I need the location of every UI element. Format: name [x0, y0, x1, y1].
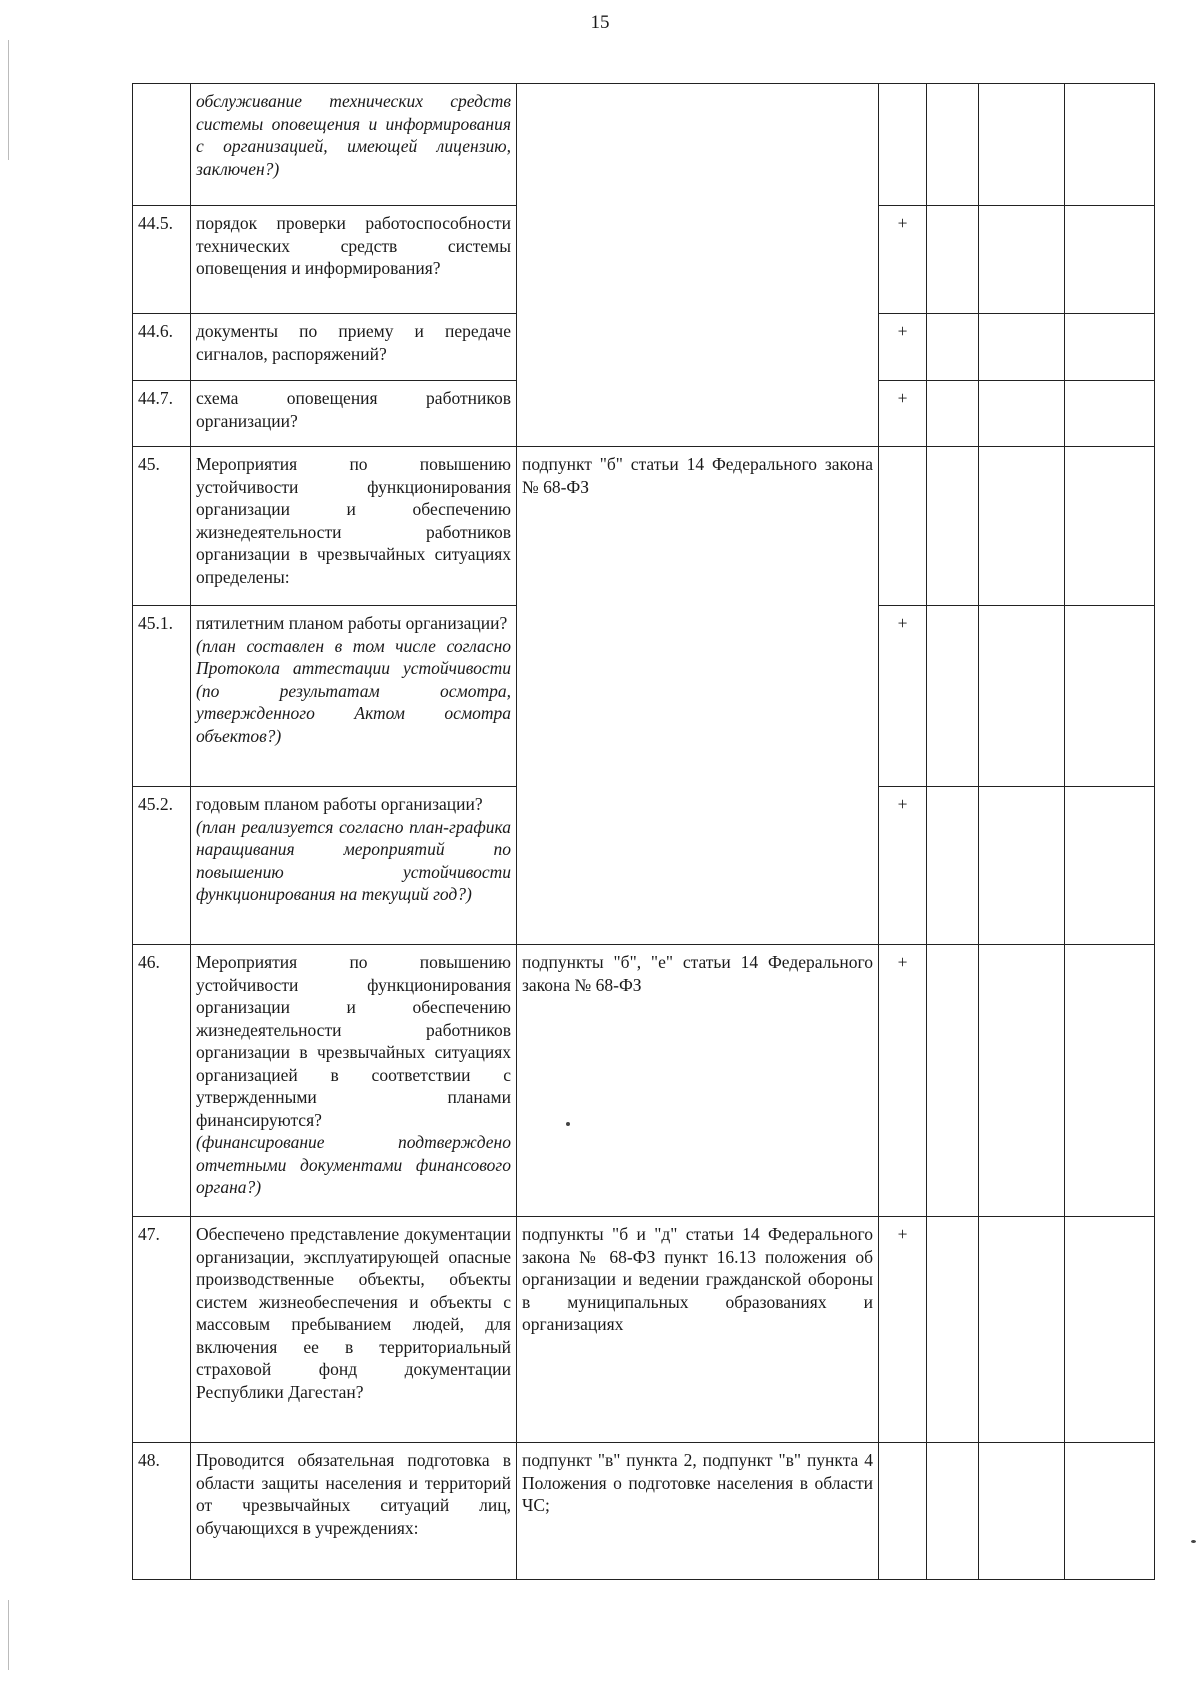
remarks-cell — [1065, 381, 1155, 447]
table-row — [133, 1217, 1155, 1443]
requirement-note: обслуживание технических средств системы оповещения и информирования с организацией, имеющей лицензию, заключен?) — [196, 91, 511, 179]
requirement-question: пятилетним планом работы организации? — [196, 613, 508, 633]
not-applicable-cell — [979, 945, 1065, 1217]
requirement-note: (финансирование подтверждено отчетными документами финансового органа?) — [196, 1132, 511, 1197]
scan-margin-mark — [8, 40, 9, 160]
compliance-no-cell — [927, 787, 979, 945]
compliance-yes-cell: + — [879, 606, 927, 787]
not-applicable-cell — [979, 381, 1065, 447]
not-applicable-cell — [979, 787, 1065, 945]
not-applicable-cell — [979, 447, 1065, 606]
page-number: 15 — [590, 12, 610, 33]
requirement-text — [191, 606, 517, 787]
compliance-no-cell — [927, 606, 979, 787]
legal-basis: подпункты "б и "д" статьи 14 Федерального закона № 68-ФЗ пункт 16.13 положения об организации и ведении гражданской обороны в муниципальных образованиях и организациях — [517, 1217, 879, 1443]
item-number: 45.2. — [133, 787, 191, 945]
compliance-no-cell — [927, 314, 979, 381]
table-row — [133, 447, 1155, 606]
requirement-question: годовым планом работы организации? — [196, 794, 483, 814]
requirement-text: порядок проверки работоспособности технических средств системы оповещения и информирования? — [191, 206, 517, 314]
compliance-yes-cell: + — [879, 1217, 927, 1443]
compliance-yes-cell: + — [879, 787, 927, 945]
compliance-yes-cell — [879, 447, 927, 606]
item-number: 44.7. — [133, 381, 191, 447]
requirement-text: Проводится обязательная подготовка в области защиты населения и территорий от чрезвычайных ситуаций лиц, обучающихся в учреждениях: — [191, 1443, 517, 1580]
remarks-cell — [1065, 447, 1155, 606]
compliance-no-cell — [927, 1217, 979, 1443]
not-applicable-cell — [979, 314, 1065, 381]
requirement-text: схема оповещения работников организации? — [191, 381, 517, 447]
compliance-no-cell — [927, 84, 979, 206]
item-number: 46. — [133, 945, 191, 1217]
remarks-cell — [1065, 606, 1155, 787]
compliance-no-cell — [927, 206, 979, 314]
compliance-no-cell — [927, 1443, 979, 1580]
requirement-question: Мероприятия по повышению устойчивости функционирования организации и обеспечению жизнедеятельности работников организации в чрезвычайных ситуациях организацией в соответствии с утвержденными планами финансируются? — [196, 952, 511, 1130]
remarks-cell — [1065, 787, 1155, 945]
table-row — [133, 945, 1155, 1217]
remarks-cell — [1065, 206, 1155, 314]
scan-margin-mark — [8, 1600, 9, 1670]
not-applicable-cell — [979, 1217, 1065, 1443]
legal-basis: подпункт "в" пункта 2, подпункт "в" пункта 4 Положения о подготовке населения в области ЧС; — [517, 1443, 879, 1580]
compliance-no-cell — [927, 381, 979, 447]
remarks-cell — [1065, 1217, 1155, 1443]
requirement-text — [191, 787, 517, 945]
requirement-text — [191, 945, 517, 1217]
compliance-yes-cell: + — [879, 314, 927, 381]
not-applicable-cell — [979, 1443, 1065, 1580]
remarks-cell — [1065, 1443, 1155, 1580]
compliance-yes-cell: + — [879, 945, 927, 1217]
inspection-checklist-table — [132, 83, 1155, 1580]
not-applicable-cell — [979, 206, 1065, 314]
compliance-yes-cell — [879, 1443, 927, 1580]
compliance-yes-cell: + — [879, 381, 927, 447]
requirement-text: Мероприятия по повышению устойчивости функционирования организации и обеспечению жизнедеятельности работников организации в чрезвычайных ситуациях определены: — [191, 447, 517, 606]
requirement-note: (план реализуется согласно план-графика наращивания мероприятий по повышению устойчивости функционирования на текущий год?) — [196, 816, 511, 904]
item-number — [133, 84, 191, 206]
compliance-yes-cell — [879, 84, 927, 206]
requirement-text: Обеспечено представление документации организации, эксплуатирующей опасные производственные объекты, объекты систем жизнеобеспечения и объекты с массовым пребыванием людей, для включения ее в территориальный страховой фонд документации Республики Дагестан? — [191, 1217, 517, 1443]
not-applicable-cell — [979, 84, 1065, 206]
compliance-yes-cell: + — [879, 206, 927, 314]
legal-basis: подпункты "б", "е" статьи 14 Федерального закона № 68-ФЗ — [517, 945, 879, 1217]
legal-basis: подпункт "б" статьи 14 Федерального закона № 68-ФЗ — [517, 447, 879, 945]
table-row — [133, 1443, 1155, 1580]
not-applicable-cell — [979, 606, 1065, 787]
item-number: 48. — [133, 1443, 191, 1580]
scan-speck — [1191, 1540, 1196, 1543]
requirement-text — [191, 84, 517, 206]
item-number: 45.1. — [133, 606, 191, 787]
remarks-cell — [1065, 314, 1155, 381]
item-number: 45. — [133, 447, 191, 606]
table-row — [133, 84, 1155, 206]
legal-basis — [517, 84, 879, 447]
requirement-note: (план составлен в том числе согласно Протокола аттестации устойчивости (по результатам осмотра, утвержденного Актом осмотра объектов?) — [196, 635, 511, 746]
compliance-no-cell — [927, 447, 979, 606]
compliance-no-cell — [927, 945, 979, 1217]
item-number: 44.5. — [133, 206, 191, 314]
item-number: 47. — [133, 1217, 191, 1443]
remarks-cell — [1065, 84, 1155, 206]
scan-speck — [566, 1122, 570, 1126]
item-number: 44.6. — [133, 314, 191, 381]
remarks-cell — [1065, 945, 1155, 1217]
requirement-text: документы по приему и передаче сигналов, распоряжений? — [191, 314, 517, 381]
